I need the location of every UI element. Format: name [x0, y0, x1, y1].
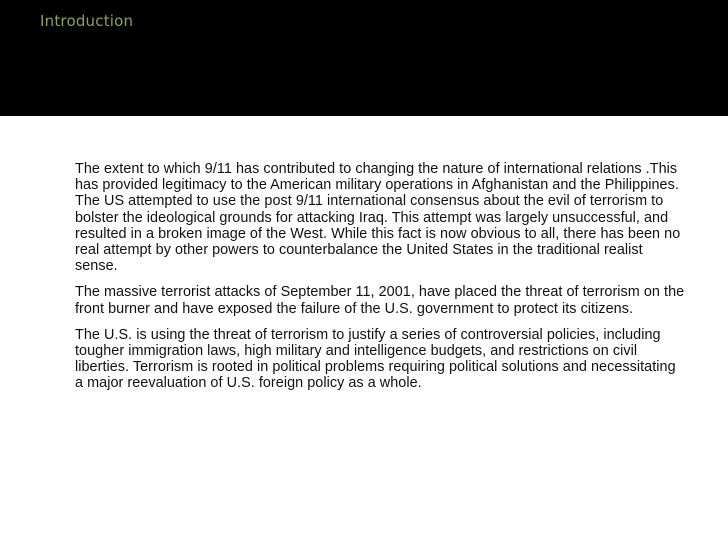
content-panel-edge [716, 116, 728, 546]
paragraph-1: The extent to which 9/11 has contributed to changing the nature of international relations .This has provided legitimacy to the American military operations in Afghanistan and the Philippines. The US attempted to use the post 9/11 international consensus about the evil of terrorism to bolster the ideological grounds for attacking Iraq. This attempt was largely unsuccessful, and resulted in a broken image of the West. While this fact is now obvious to all, there has been no real attempt by other powers to counterbalance the United States in the traditional realist sense. [75, 161, 681, 275]
slide-title: Introduction [40, 12, 134, 30]
slide-body [75, 161, 687, 402]
paragraph-3: The U.S. is using the threat of terrorism to justify a series of controversial policies, including tougher immigration laws, high military and intelligence budgets, and restrictions on civil liberties. Terrorism is rooted in political problems requiring political solutions and necessitating a major reevaluation of U.S. foreign policy as a whole. [75, 326, 676, 392]
paragraph-2: The massive terrorist attacks of September 11, 2001, have placed the threat of terrorism on the front burner and have exposed the failure of the U.S. government to protect its citizens. [75, 284, 685, 317]
